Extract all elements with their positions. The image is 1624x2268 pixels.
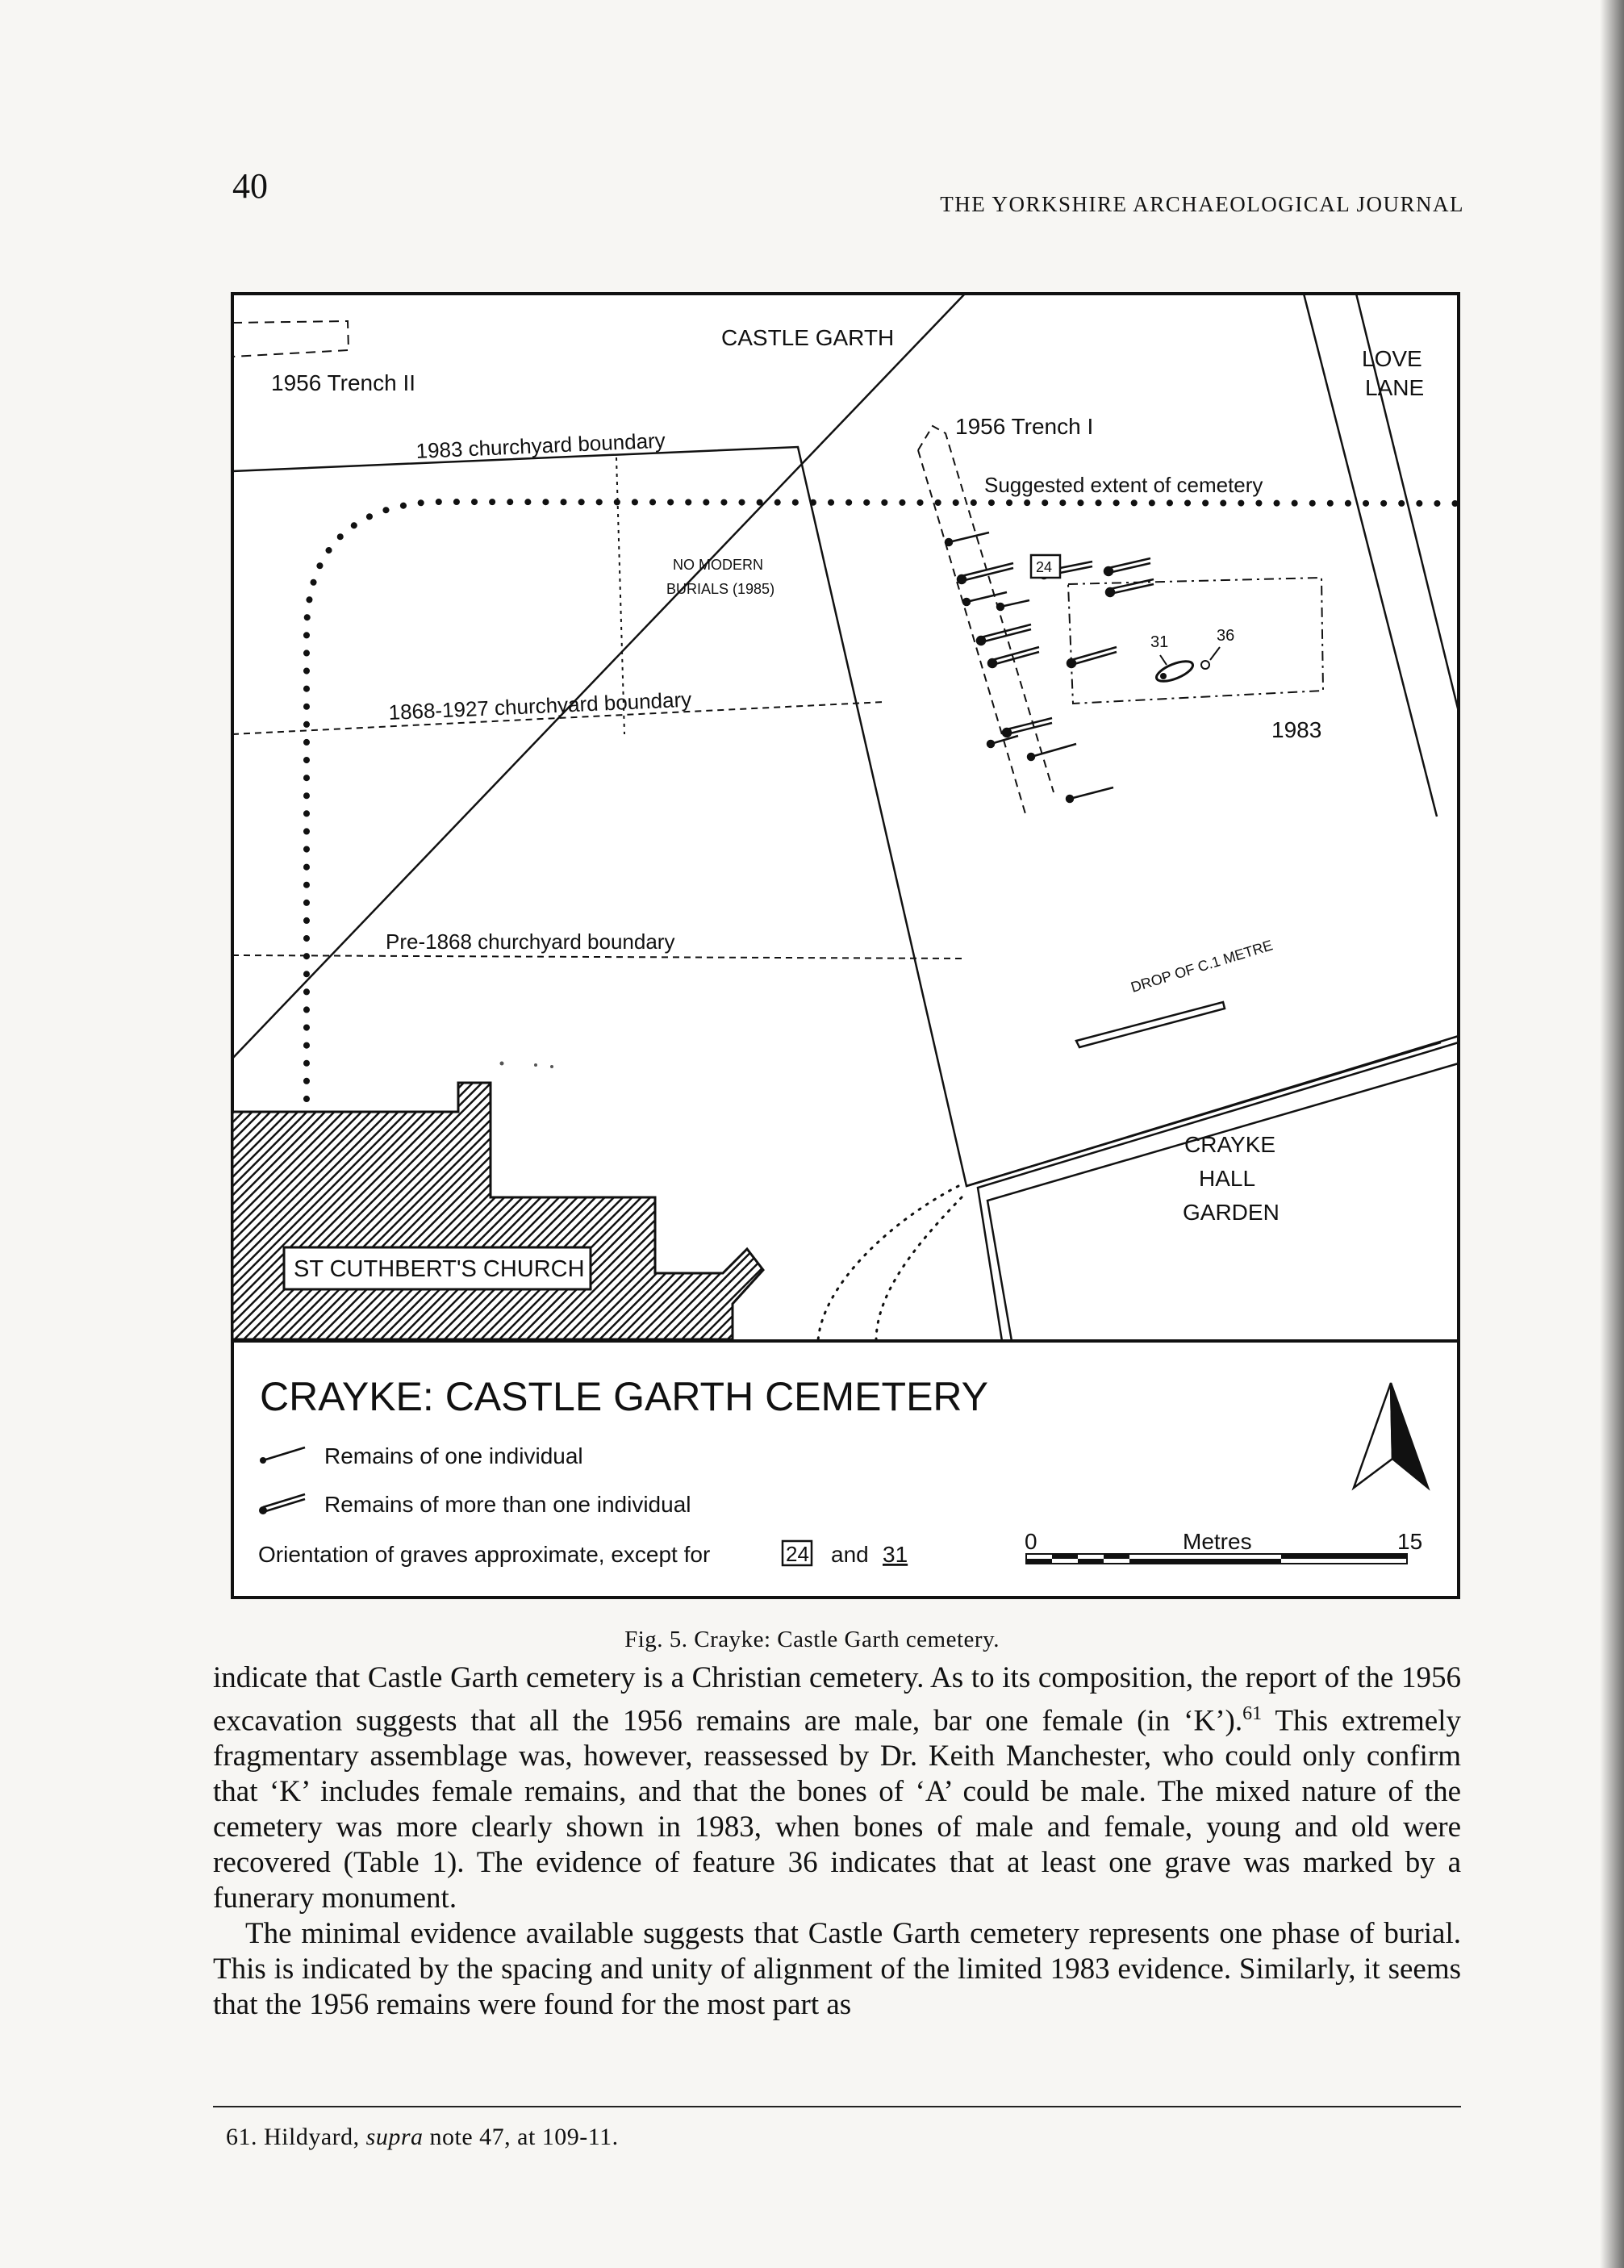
legend-single-symbol-head [260,1457,266,1464]
footnote [226,2124,619,2151]
label-love-lane-1: LOVE [1362,346,1422,371]
footnote-rest: note 47, at 109-11. [429,2124,619,2150]
paragraph-2: The minimal evidence available suggests that Castle Garth cemetery represents one phase of burial. This is indicated by the spacing and unity of alignment of the limited 1983 evidence. Similarly, it seems that the 1956 remains were found for the most part as [213,1917,1461,2022]
scale-unit: Metres [1183,1529,1252,1554]
label-excavation-1983: 1983 [1271,717,1322,742]
grave-single-2-head [963,599,970,605]
label-church: ST CUTHBERT'S CHURCH [294,1256,585,1282]
label-feature-36: 36 [1217,627,1235,645]
scale-bar [1026,1554,1407,1564]
legend-more-individuals: Remains of more than one individual [324,1492,691,1517]
running-head: THE YORKSHIRE ARCHAEOLOGICAL JOURNAL [940,192,1464,216]
label-boundary-1868-1927: 1868-1927 churchyard boundary [387,687,692,725]
paragraph-1 [213,1660,1461,1916]
figure-caption: Fig. 5. Crayke: Castle Garth cemetery. [624,1627,1000,1652]
label-crayke-hall-2: HALL [1199,1166,1256,1191]
label-grave-24: 24 [1036,559,1053,575]
footnote-number: 61. [226,2124,257,2150]
grave-multi-8-head [1003,729,1011,737]
legend-multi-symbol-head [259,1506,267,1514]
footnote-author: Hildyard, [264,2124,360,2150]
label-drop: DROP OF C.1 METRE [1129,937,1275,996]
page-number: 40 [232,166,268,206]
grave-single-6-head [1067,796,1073,802]
grave-multi-2-head [977,637,985,645]
legend-one-individual: Remains of one individual [324,1443,583,1468]
grave-multi-6-head [1106,588,1114,596]
legend-title: CRAYKE: CASTLE GARTH CEMETERY [260,1374,988,1419]
legend-orientation-text: Orientation of graves approximate, except for [258,1542,711,1567]
legend-grave-31: 31 [883,1542,908,1567]
scale-max: 15 [1397,1529,1423,1554]
grave-single-5-head [1028,754,1034,760]
grave-single-3-head [997,604,1004,610]
label-crayke-hall-1: CRAYKE [1184,1132,1276,1157]
paragraph-1-text: indicate that Castle Garth cemetery is a Christian cemetery. As to its composition, the report of the 1956 excavation suggests that all the 1956 remains are male, bar one female (in ‘K’). [213,1661,1461,1738]
grave-single-4-head [987,741,994,747]
footnote-ref: 61 [1242,1703,1263,1724]
legend-grave-24-label: 24 [786,1542,809,1566]
label-grave-31: 31 [1150,633,1169,651]
footnote-supra: supra [365,2124,424,2150]
grave-multi-1-head [958,575,966,583]
label-trench-i: 1956 Trench I [955,414,1094,439]
legend-and: and [831,1542,869,1567]
label-crayke-hall-3: GARDEN [1183,1200,1280,1225]
scale-zero: 0 [1025,1529,1037,1554]
grave-multi-3-head [988,659,996,667]
body-text [213,1660,1461,2023]
label-pre-1868-boundary: Pre-1868 churchyard boundary [386,929,675,954]
label-boundary-1983: 1983 churchyard boundary [415,428,666,463]
label-no-modern-1: NO MODERN [673,557,763,573]
map-svg [231,292,1460,1599]
feature-36-marker [1201,661,1209,669]
page-edge-shadow [1600,0,1624,2268]
label-love-lane-2: LANE [1365,375,1425,400]
label-trench-ii: 1956 Trench II [271,370,416,395]
figure-map [231,292,1460,1599]
paragraph-1-continuation: This extremely fragmentary assemblage was, however, reassessed by Dr. Keith Manchester, who could only confirm that ‘K’ includes female remains, and that the bones of ‘A’ could be male. The mixed nature of the cemetery was more clearly shown in 1983, when bones of male and female, young and old were recovered (Table 1). The evidence of feature 36 indicates that at least one grave was marked by a funerary monument. [213,1704,1461,1915]
grave-single-1-head [946,539,952,545]
label-no-modern-2: BURIALS (1985) [666,581,775,597]
grave-multi-5-head [1104,567,1113,575]
label-suggested-extent: Suggested extent of cemetery [984,473,1263,497]
footnote-rule [213,2106,1461,2107]
label-castle-garth: CASTLE GARTH [721,325,895,350]
grave-31-head [1160,673,1167,679]
grave-multi-7-head [1067,659,1075,667]
